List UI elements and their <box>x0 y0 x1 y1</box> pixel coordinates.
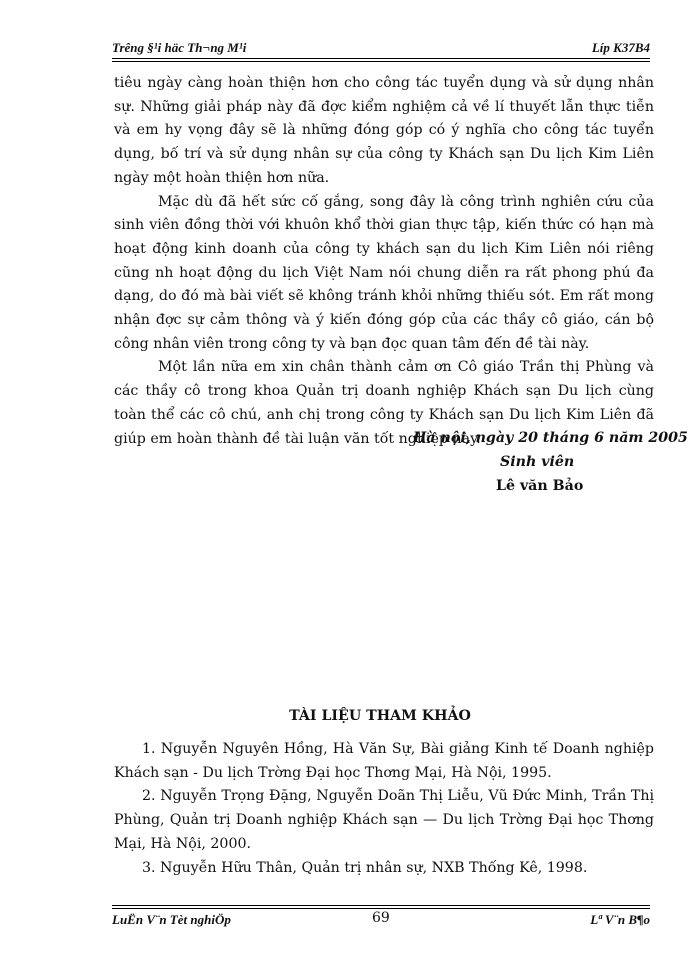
signature-name: Lê văn Bảo <box>496 478 584 494</box>
references-title: TÀI LIỆU THAM KHẢO <box>289 708 471 724</box>
signature-role: Sinh viên <box>500 454 575 470</box>
references-list <box>114 738 654 880</box>
reference-item: 1. Nguyễn Nguyên Hồng, Hà Văn Sự, Bài giảng Kinh tế Doanh nghiệp Khách sạn - Du lịch Trờng Đại học Thơng Mại, Hà Nội, 1995. <box>114 741 654 781</box>
paragraph-3: Một lần nữa em xin chân thành cảm ơn Cô giáo Trần thị Phùng và các thầy cô trong khoa Quản trị doanh nghiệp Khách sạn Du lịch cùng toàn thể các cô chú, anh chị trong công ty Khách sạn Du lịch Kim Liên đã giúp em hoàn thành đề tài luận văn tốt nghiệp này. <box>114 359 654 447</box>
body-text <box>114 72 654 451</box>
paragraph-2: Mặc dù đã hết sức cố gắng, song đây là công trình nghiên cứu của sinh viên đồng thời với khuôn khổ thời gian thực tập, kiến thức có hạn mà hoạt động kinh doanh của công ty khách sạn du lịch Kim Liên nói riêng cũng nh hoạt động du lịch Việt Nam nói chung diễn ra rất phong phú đa dạng, do đó mà bài viết sẽ không tránh khỏi những thiếu sót. Em rất mong nhận đợc sự cảm thông và ý kiến đóng góp của các thầy cô giáo, cán bộ công nhân viên trong công ty và bạn đọc quan tâm đến đề tài này. <box>114 193 654 352</box>
paragraph-1: tiêu ngày càng hoàn thiện hơn cho công tác tuyển dụng và sử dụng nhân sự. Những giải pháp này đã đợc kiểm nghiệm cả về lí thuyết lẫn thực tiễn và em hy vọng đây sẽ là những đóng góp có ý nghĩa cho công tác tuyển dụng, bố trí và sử dụng nhân sự của công ty Khách sạn Du lịch Kim Liên ngày một hoàn thiện hơn nữa. <box>114 75 654 186</box>
reference-item: 2. Nguyễn Trọng Đặng, Nguyễn Doãn Thị Liễu, Vũ Đức Minh, Trần Thị Phùng, Quản trị Doanh nghiệp Khách sạn — Du lịch Trờng Đại học Thơng Mại, Hà Nội, 2000. <box>114 788 654 852</box>
signature-place-date: Hà nội, ngày 20 tháng 6 năm 2005 <box>413 430 688 446</box>
header-class: Líp K37B4 <box>591 40 650 55</box>
page-number: 69 <box>372 910 390 926</box>
page-header <box>112 38 650 60</box>
page-footer <box>112 910 650 932</box>
header-school: Trêng §¹i häc Th¬ng M¹i <box>112 40 247 55</box>
header-rule <box>112 58 650 62</box>
footer-author: Lª V¨n B¶o <box>590 912 650 927</box>
footer-rule <box>112 905 650 909</box>
footer-thesis-label: LuËn V¨n Tèt nghiÖp <box>112 912 231 927</box>
reference-item: 3. Nguyễn Hữu Thân, Quản trị nhân sự, NXB Thống Kê, 1998. <box>142 859 588 876</box>
